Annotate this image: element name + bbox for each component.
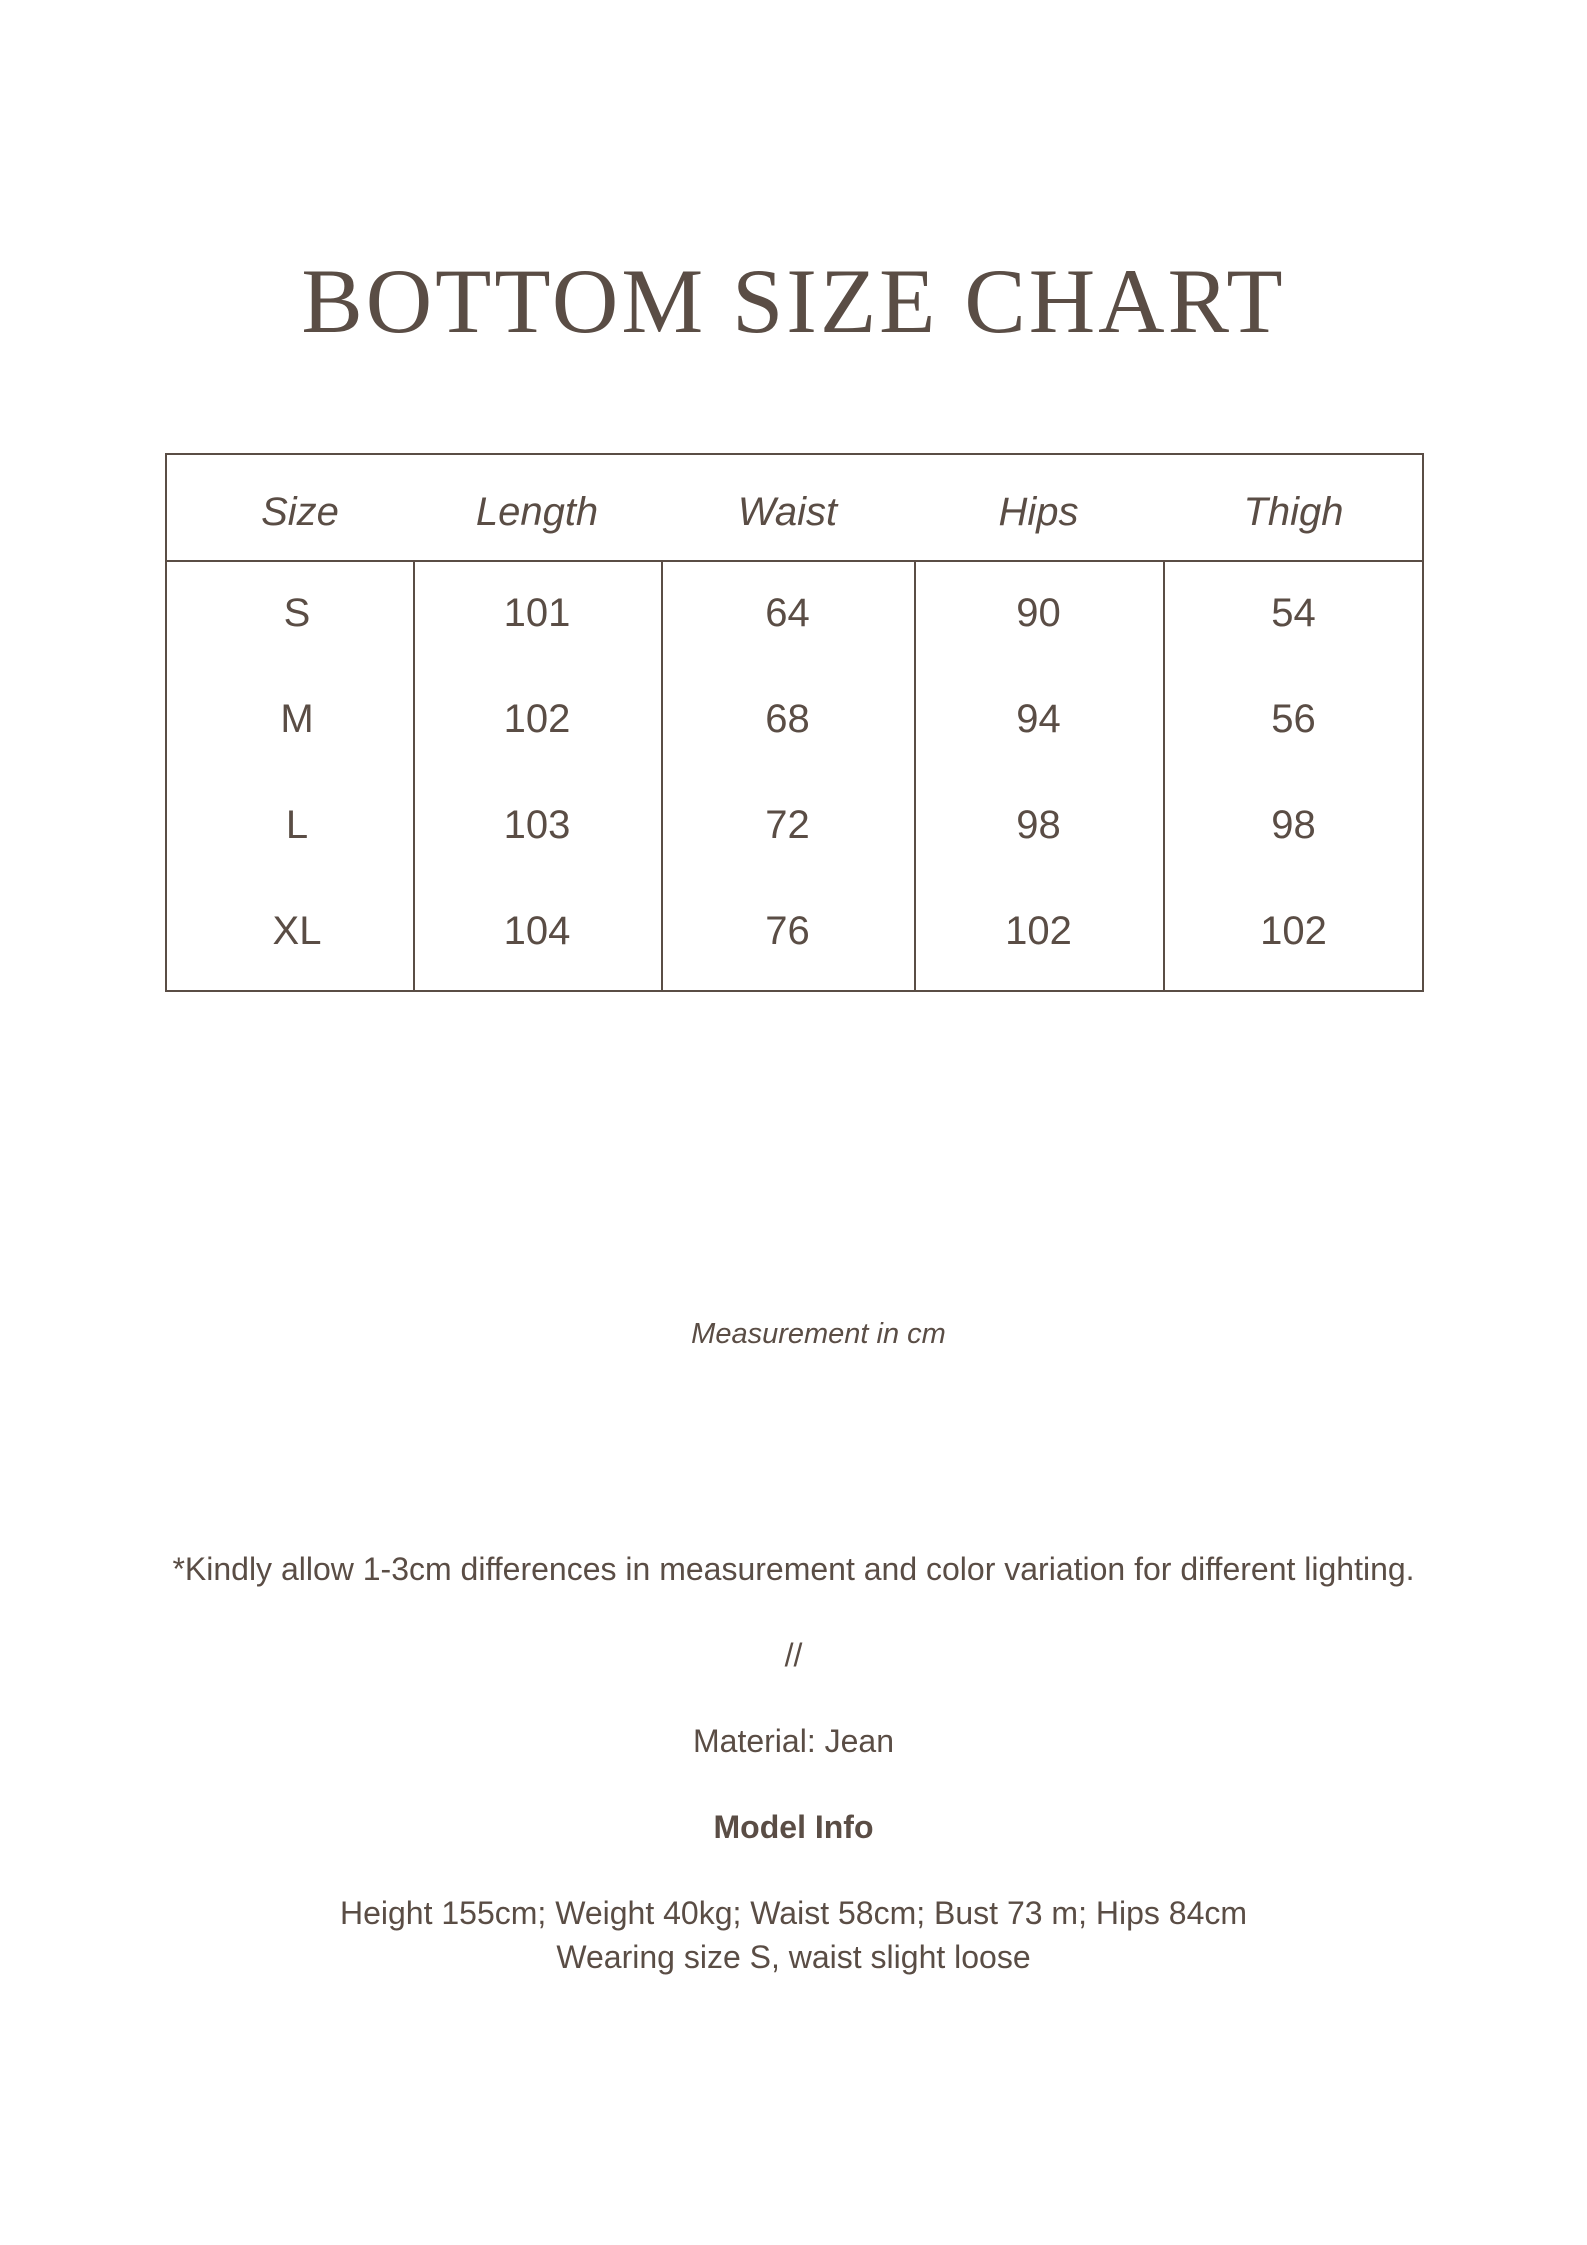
cell-size: L [285,803,309,847]
cell-hips: 102 [1005,909,1072,953]
cell-size: M [280,697,314,741]
cell-thigh: 56 [1271,697,1316,741]
cell-waist: 64 [765,591,810,635]
cell-length: 104 [503,909,571,953]
model-info-size-worn: Wearing size S, waist slight loose [556,1939,1031,1975]
cell-hips: 94 [1016,697,1061,741]
cell-size: XL [272,909,322,953]
size-chart-table [165,453,1424,992]
cell-length: 102 [503,697,571,741]
cell-waist: 68 [765,697,810,741]
disclaimer-text: *Kindly allow 1-3cm differences in measurement and color variation for different lighting. [172,1551,1415,1587]
cell-thigh: 102 [1260,909,1327,953]
cell-length: 103 [503,803,571,847]
model-info-heading: Model Info [713,1809,874,1845]
cell-hips: 98 [1016,803,1061,847]
page-title: BOTTOM SIZE CHART [301,250,1286,352]
cell-waist: 72 [765,803,810,847]
cell-length: 101 [503,591,571,635]
header-hips: Hips [998,490,1079,534]
cell-size: S [283,591,311,635]
material-text: Material: Jean [693,1723,894,1759]
header-thigh: Thigh [1243,490,1344,534]
header-size: Size [261,490,339,534]
separator: // [784,1637,803,1673]
model-info-measurements: Height 155cm; Weight 40kg; Waist 58cm; Bust 73 m; Hips 84cm [339,1895,1248,1931]
header-divider [167,560,1422,562]
unit-note: Measurement in cm [691,1318,946,1350]
cell-thigh: 54 [1271,591,1316,635]
cell-hips: 90 [1016,591,1061,635]
cell-thigh: 98 [1271,803,1316,847]
cell-waist: 76 [765,909,810,953]
header-length: Length [475,490,599,534]
header-waist: Waist [737,490,838,534]
